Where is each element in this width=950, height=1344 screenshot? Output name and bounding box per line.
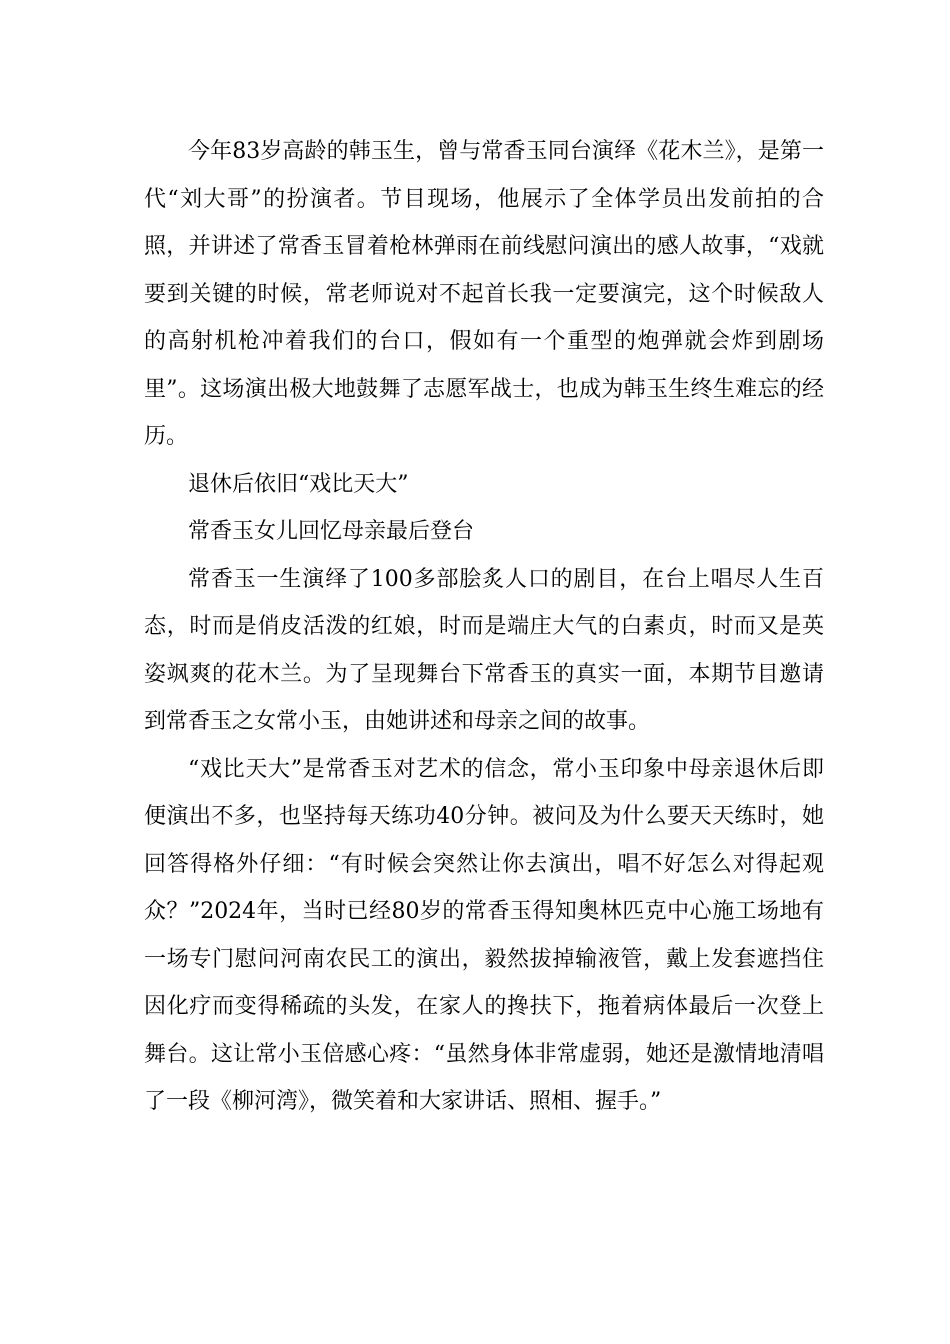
paragraph-last-performance: “戏比天大”是常香玉对艺术的信念，常小玉印象中母亲退休后即便演出不多，也坚持每天练功40分钟。被问及为什么要天天练时，她回答得格外仔细：“有时候会突然让你去演出，唱不好怎么对得起观众？”2024年，当时已经80岁的常香玉得知奥林匹克中心施工场地有一场专门慰问河南农民工的演出，毅然拔掉输液管，戴上发套遮挡住因化疗而变得稀疏的头发，在家人的搀扶下，拖着病体最后一次登上舞台。这让常小玉倍感心疼：“虽然身体非常虚弱，她还是激情地清唱了一段《柳河湾》，微笑着和大家讲话、照相、握手。” bbox=[144, 756, 824, 1114]
paragraph-repertoire: 常香玉一生演绎了100多部脍炙人口的剧目，在台上唱尽人生百态，时而是俏皮活泼的红娘，时而是端庄大气的白素贞，时而又是英姿飒爽的花木兰。为了呈现舞台下常香玉的真实一面，本期节目邀请到常香玉之女常小玉，由她讲述和母亲之间的故事。 bbox=[144, 566, 824, 734]
section-subheading-daughter: 常香玉女儿回忆母亲最后登台 bbox=[188, 519, 475, 544]
article-body bbox=[144, 128, 824, 1126]
paragraph-han-yusheng: 今年83岁高龄的韩玉生，曾与常香玉同台演绎《花木兰》，是第一代“刘大哥”的扮演者。节目现场，他展示了全体学员出发前拍的合照，并讲述了常香玉冒着枪林弹雨在前线慰问演出的感人故事，“戏就要到关键的时候，常老师说对不起首长我一定要演完，这个时候敌人的高射机枪冲着我们的台口，假如有一个重型的炮弹就会炸到剧场里”。这场演出极大地鼓舞了志愿军战士，也成为韩玉生终生难忘的经历。 bbox=[144, 139, 824, 449]
section-heading-retirement: 退休后依旧“戏比天大” bbox=[188, 471, 409, 497]
